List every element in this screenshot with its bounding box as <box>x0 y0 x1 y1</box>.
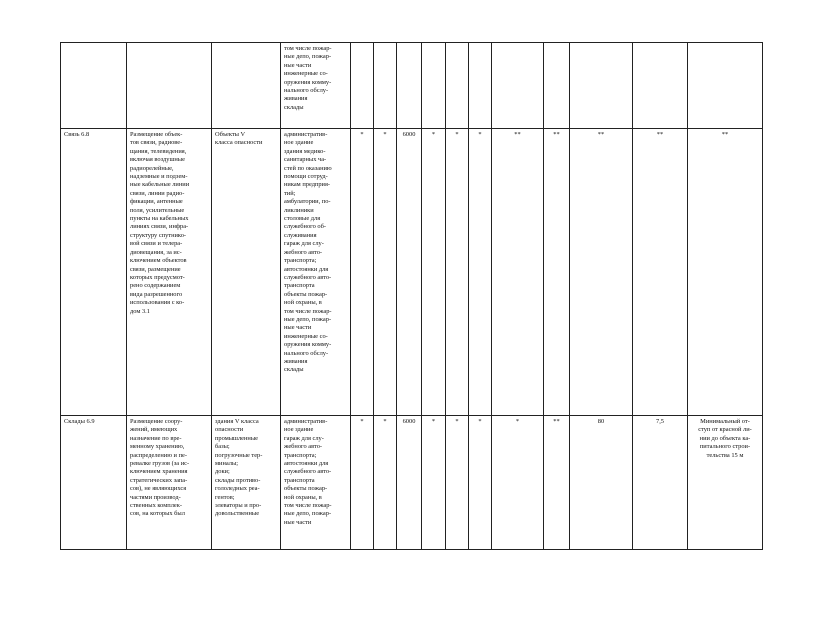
cell-value: 6000 <box>397 416 422 550</box>
cell-value <box>492 43 544 129</box>
cell-value: ** <box>688 129 763 416</box>
regulations-table <box>60 42 763 550</box>
table-row-communications <box>61 129 763 416</box>
cell-auxiliary: административ- ное здание здания медико- санитарных ча- стей по оказанию помощи сотруд- никам предприя- тий; амбулатории, по- ликлиники столовые для служебного об- служивания гараж для слу- жебного авто- транспорта; автостоянки для служебного авто- транспорта объекты пожар- ной охраны, в том числе пожар- ные депо, пожар- ные части инженерные со- оружения комму- нального обслу- живания склады <box>281 129 351 416</box>
cell-value: * <box>351 416 374 550</box>
cell-value: ** <box>544 129 570 416</box>
cell-value: 80 <box>570 416 633 550</box>
cell-objects: Объекты V класса опасности <box>212 129 281 416</box>
cell-value <box>422 43 446 129</box>
cell-objects <box>212 43 281 129</box>
cell-value: * <box>374 129 397 416</box>
cell-value: ** <box>544 416 570 550</box>
cell-value: * <box>469 129 492 416</box>
cell-value: * <box>469 416 492 550</box>
cell-value: 6000 <box>397 129 422 416</box>
cell-code: Склады 6.9 <box>61 416 127 550</box>
cell-value: * <box>422 416 446 550</box>
cell-value <box>544 43 570 129</box>
cell-value <box>374 43 397 129</box>
cell-value <box>397 43 422 129</box>
cell-value <box>351 43 374 129</box>
cell-value: * <box>422 129 446 416</box>
cell-objects: здания V класса опасности промышленные базы; погрузочные тер- миналы; доки; склады противо- гололедных реа- гентов; элеваторы и про- довольственные <box>212 416 281 550</box>
cell-value <box>688 43 763 129</box>
cell-value: * <box>374 416 397 550</box>
cell-description <box>127 43 212 129</box>
cell-description: Размещение соору- жений, имеющих назначение по вре- менному хранению, распределению и пе- ревалке грузов (за ис- ключением хранения стратегических запа- сов), не являющихся частями производ- ственных комплек- сов, на которых был <box>127 416 212 550</box>
cell-code <box>61 43 127 129</box>
cell-value <box>570 43 633 129</box>
cell-auxiliary: административ- ное здание гараж для слу- жебного авто- транспорта; автостоянки для служебного авто- транспорта объекты пожар- ной охраны, в том числе пожар- ные депо, пожар- ные части <box>281 416 351 550</box>
cell-value: * <box>492 416 544 550</box>
cell-value: Минимальный от- ступ от красной ли- нии до объекта ка- питального строи- тельства 15 м <box>688 416 763 550</box>
cell-value: ** <box>492 129 544 416</box>
cell-description: Размещение объек- тов связи, радиове- щания, телевидения, включая воздушные радиорелейные, надземные и подзем- ные кабельные линии связи, линии радио- фикации, антенные поля, усилительные пункты на кабельных линиях связи, инфра- структуру спутнико- вой связи и телера- диовещания, за ис- ключением объектов связи, размещение которых предусмот- рено содержанием вида разрешенного использования с ко- дом 3.1 <box>127 129 212 416</box>
cell-value: * <box>446 416 469 550</box>
cell-auxiliary: том числе пожар- ные депо, пожар- ные части инженерные со- оружения комму- нального обслу- живания склады <box>281 43 351 129</box>
cell-value: * <box>351 129 374 416</box>
cell-value <box>469 43 492 129</box>
cell-code: Связь 6.8 <box>61 129 127 416</box>
cell-value <box>446 43 469 129</box>
cell-value: * <box>446 129 469 416</box>
cell-value: ** <box>633 129 688 416</box>
cell-value: ** <box>570 129 633 416</box>
cell-value: 7,5 <box>633 416 688 550</box>
cell-value <box>633 43 688 129</box>
table-row-warehouses <box>61 416 763 550</box>
table-row-continuation <box>61 43 763 129</box>
